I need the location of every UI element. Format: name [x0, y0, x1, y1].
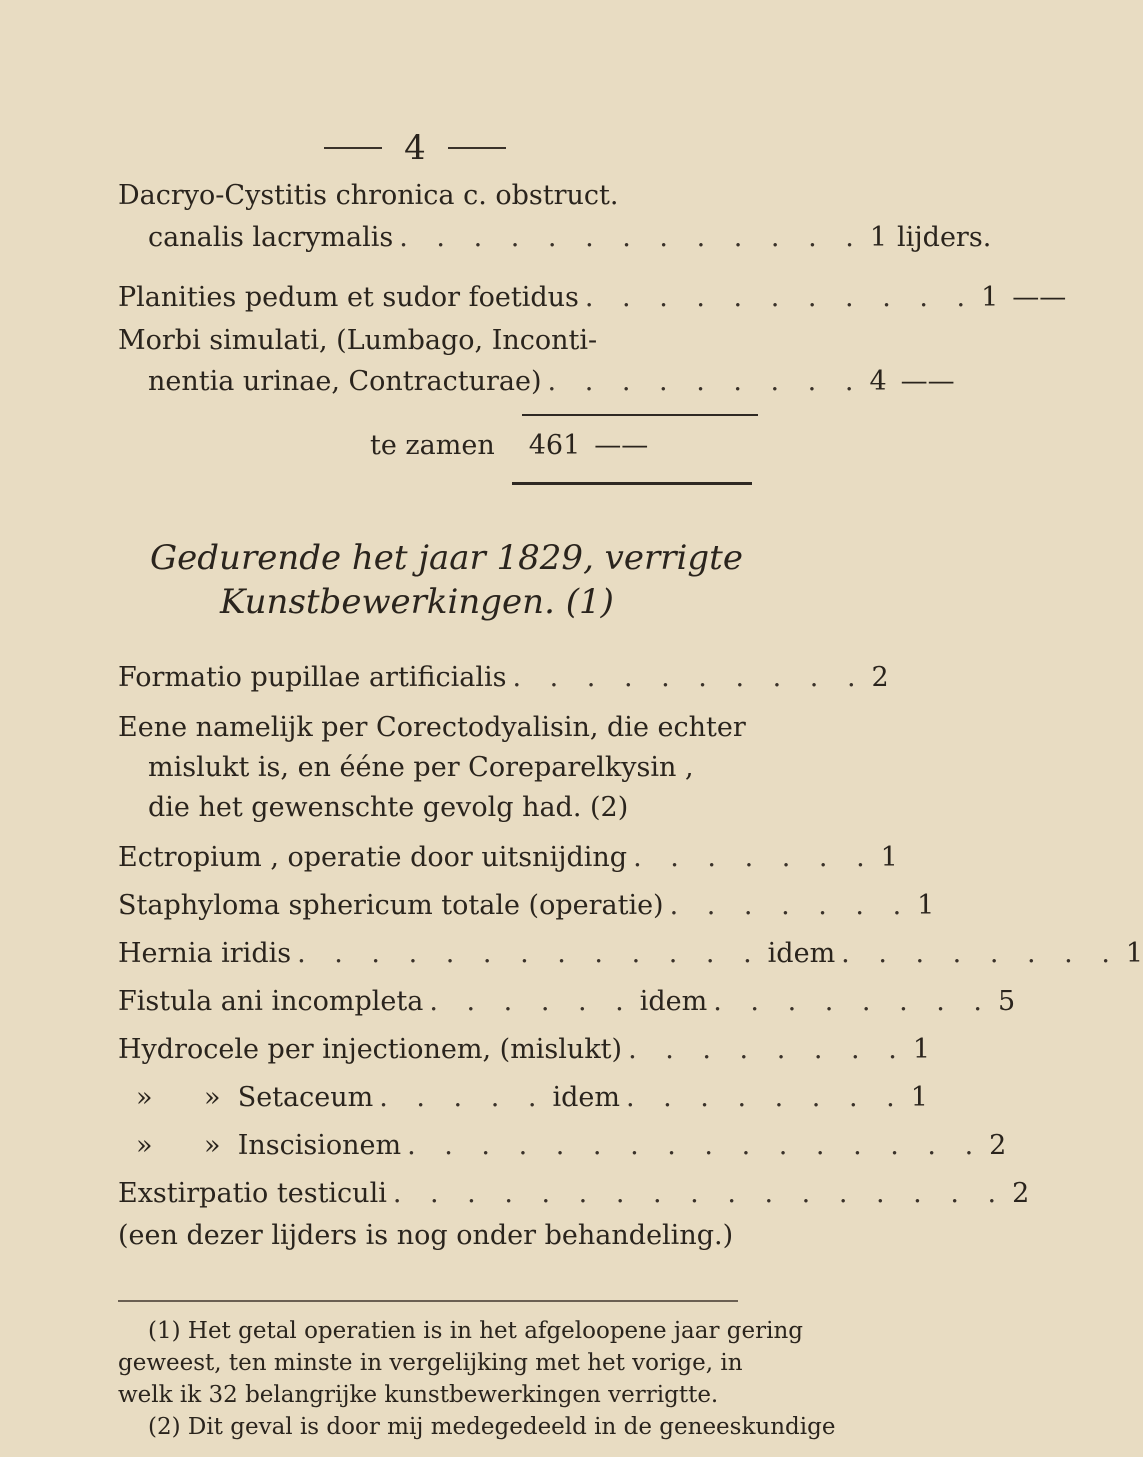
operation-count: 2 [989, 1130, 1007, 1161]
operation-label: Hydrocele per injectionem, (mislukt) [118, 1034, 623, 1065]
operation-label: » » Setaceum [136, 1082, 374, 1113]
entry-count: 1 [869, 222, 888, 253]
operation-idem: idem [639, 986, 708, 1017]
operation-count: 2 [871, 662, 889, 693]
section-heading-line2: Kunstbewerkingen. (1) [220, 582, 614, 622]
operation-setaceum [136, 1082, 928, 1113]
ornament-right [448, 147, 506, 149]
total-rule [512, 482, 752, 485]
operation-staphyloma [118, 890, 935, 921]
operation-label: Exstirpatio testiculi [118, 1178, 387, 1209]
operation-ectropium [118, 842, 898, 873]
entry-dash: —— [900, 366, 955, 397]
operation-count: 1 [1125, 938, 1143, 969]
entry-dash: —— [1012, 282, 1067, 313]
operation-label: Fistula ani incompleta [118, 986, 424, 1017]
total-count: 461 [528, 430, 581, 461]
entry-label: nentia urinae, Contracturae) [148, 366, 542, 397]
page-number-header [300, 128, 530, 168]
leader-dots: . . . . . . . . . . . . . . . . [407, 1130, 984, 1161]
operation-formatio [118, 662, 889, 693]
operation-inscisionem [136, 1130, 1007, 1161]
entry-count: 4 [869, 366, 887, 397]
footnote-1-line2: geweest, ten minste in vergelijking met het vorige, in [118, 1350, 743, 1376]
operation-count: 5 [998, 986, 1016, 1017]
page-number: 4 [404, 128, 426, 168]
ornament-left [324, 147, 382, 149]
leader-dots: . . . . . . . . [628, 1034, 907, 1065]
leader-dots: . . . . . . [429, 986, 634, 1017]
leader-dots: . . . . . . . . . . . . . . . . . [392, 1178, 1007, 1209]
section-heading-line1: Gedurende het jaar 1829, verrigte [150, 538, 743, 578]
leader-dots: . . . . . . . . [713, 986, 993, 1017]
operation-label: Hernia iridis [118, 938, 292, 969]
entry-planities [118, 282, 1067, 313]
note-pupillae-line2: mislukt is, en éénе per Coreparelkysin , [148, 752, 694, 783]
entry-count: 1 [981, 282, 999, 313]
leader-dots: . . . . . . . . [841, 938, 1120, 969]
entry-label: canalis lacrymalis [148, 222, 394, 253]
entry-morbi-line2 [148, 366, 955, 397]
entry-dacryo-line2 [148, 222, 992, 253]
footnote-1-line1: (1) Het getal operatien is in het afgeloopene jaar gering [148, 1318, 803, 1344]
note-exstirpatio: (een dezer lijders is nog onder behandeling.) [118, 1220, 734, 1251]
operation-count: 1 [917, 890, 935, 921]
operation-count: 1 [880, 842, 898, 873]
operation-count: 2 [1012, 1178, 1030, 1209]
operation-hydrocele [118, 1034, 930, 1065]
operation-label: Staphyloma sphericum totale (operatie) [118, 890, 664, 921]
leader-dots: . . . . . . . . . . . . . [297, 938, 762, 969]
total-row [370, 430, 770, 461]
operation-fistula [118, 986, 1016, 1017]
leader-dots: . . . . . . . . . . . . . [399, 222, 864, 253]
operation-label: Formatio pupillae artificialis [118, 662, 507, 693]
note-pupillae-line3: die het gewenschte gevolg had. (2) [148, 792, 629, 823]
footnote-1-line3: welk ik 32 belangrijke kunstbewerkingen verrigtte. [118, 1382, 719, 1408]
total-dash: —— [594, 430, 649, 461]
footnote-separator [118, 1300, 738, 1302]
leader-dots: . . . . . . . . . [547, 366, 864, 397]
entry-morbi-line1: Morbi simulati, (Lumbago, Inconti- [118, 325, 598, 356]
leader-dots: . . . . . . . . . . [512, 662, 866, 693]
entry-label: Planities pedum et sudor foetidus [118, 282, 579, 313]
total-label: te zamen [370, 430, 495, 461]
operation-idem: idem [552, 1082, 620, 1113]
leader-dots: . . . . . . . [633, 842, 875, 873]
leader-dots: . . . . . . . [669, 890, 912, 921]
sum-rule [522, 414, 758, 416]
entry-dacryo-line1: Dacryo-Cystitis chronica c. obstruct. [118, 180, 619, 211]
leader-dots: . . . . . . . . . . . [584, 282, 976, 313]
footnote-2-line1: (2) Dit geval is door mij medegedeeld in de geneeskundige [148, 1414, 836, 1440]
operation-label: Ectropium , operatie door uitsnijding [118, 842, 628, 873]
operation-idem: idem [767, 938, 836, 969]
leader-dots: . . . . . [379, 1082, 547, 1113]
operation-count: 1 [910, 1082, 928, 1113]
note-pupillae-line1: Eene namelijk per Corectodyalisin, die echter [118, 712, 746, 743]
leader-dots: . . . . . . . . [625, 1082, 905, 1113]
operation-count: 1 [912, 1034, 930, 1065]
operation-label: » » Inscisionem [136, 1130, 402, 1161]
entry-unit: lijders. [897, 222, 992, 253]
operation-exstirpatio [118, 1178, 1030, 1209]
operation-hernia [118, 938, 1143, 969]
